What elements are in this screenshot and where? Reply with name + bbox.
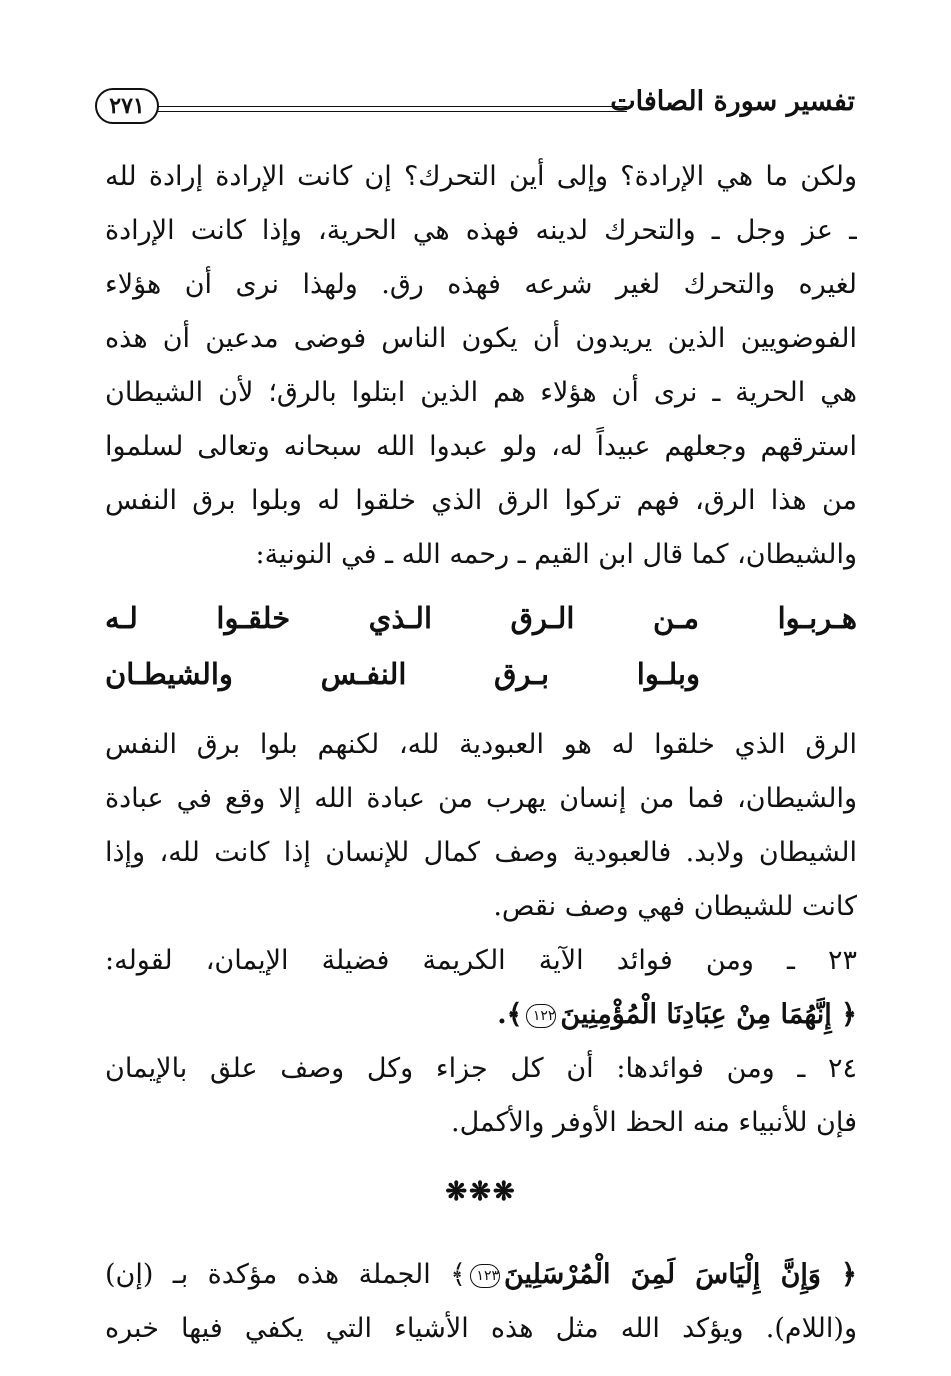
text-line: هي الحرية ـ نرى أن هؤلاء هم الذين ابتلوا بالرق؛ لأن الشيطان (105, 377, 857, 408)
text-line: الشيطان ولابد. فالعبودية وصف كمال للإنسان إذا كانت لله، وإذا (105, 837, 857, 868)
text-line: ٢٤ ـ ومن فوائدها: أن كل جزاء وكل وصف علق بالإيمان (105, 1053, 857, 1084)
text-line: لغيره والتحرك لغير شرعه فهذه رق. ولهذا نرى أن هؤلاء (105, 269, 857, 300)
ayah-number-marker: ١٢٢ (526, 1004, 556, 1028)
page-number: ٢٧١ (95, 88, 159, 124)
text-line: ـ عز وجل ـ والتحرك لدينه فهذه هي الحرية، وإذا كانت الإرادة (105, 215, 857, 246)
text-line: والشيطان، كما قال ابن القيم ـ رحمه الله ـ في النونية: (255, 539, 857, 570)
section-separator: ❋❋❋ (445, 1177, 517, 1207)
quran-verse: ﴿ إِنَّهُمَا مِنْ عِبَادِنَا الْمُؤْمِنِينَ (560, 999, 857, 1030)
text-line: استرقهم وجعلهم عبيداً له، ولو عبدوا الله سبحانه وتعالى لسلموا (105, 431, 857, 462)
running-title: تفسير سورة الصافات (610, 86, 855, 117)
text-line: ٢٣ ـ ومن فوائد الآية الكريمة فضيلة الإيمان، لقوله: (105, 945, 857, 976)
text-line: والشيطان، فما من إنسان يهرب من عبادة الله إلا وقع في عبادة (105, 783, 857, 814)
quran-verse-line (105, 1248, 857, 1302)
page-header (95, 82, 855, 132)
poem-verse (105, 590, 857, 702)
text-after-verse: ﴾ الجملة هذه مؤكدة بـ (إن) (105, 1259, 466, 1290)
page-body (105, 150, 857, 1356)
paragraph-2 (105, 718, 857, 934)
text-line: كانت للشيطان فهي وصف نقص. (493, 891, 857, 922)
ayah-number-marker: ١٢٣ (470, 1264, 500, 1288)
point-23 (105, 934, 857, 1042)
quran-verse-line (105, 988, 857, 1042)
text-line: من هذا الرق، فهم تركوا الرق الذي خلقوا له وبلوا برق النفس (105, 485, 857, 516)
text-line: الفوضويين الذين يريدون أن يكون الناس فوضى مدعين أن هذه (105, 323, 857, 354)
poem-hemistich-2: وبلـوا بـرق النفـس والشيطـان (105, 657, 700, 691)
quran-verse-close: ﴾. (497, 999, 523, 1030)
text-line: ولكن ما هي الإرادة؟ وإلى أين التحرك؟ إن كانت الإرادة إرادة لله (105, 161, 857, 192)
quran-verse: ﴿ وَإِنَّ إِلْيَاسَ لَمِنَ الْمُرْسَلِينَ (503, 1259, 857, 1290)
point-24 (105, 1042, 857, 1150)
next-section (105, 1248, 857, 1356)
poem-hemistich-1: هـربـوا مـن الـرق الـذي خلقـوا لـه (105, 601, 857, 635)
text-line: فإن للأنبياء منه الحظ الأوفر والأكمل. (451, 1107, 857, 1138)
header-rule (157, 106, 627, 112)
paragraph-1 (105, 150, 857, 582)
text-line: و(اللام). ويؤكد الله مثل هذه الأشياء التي يكفي فيها خبره (105, 1313, 857, 1344)
text-line: الرق الذي خلقوا له هو العبودية لله، لكنهم بلوا برق النفس (105, 729, 857, 760)
